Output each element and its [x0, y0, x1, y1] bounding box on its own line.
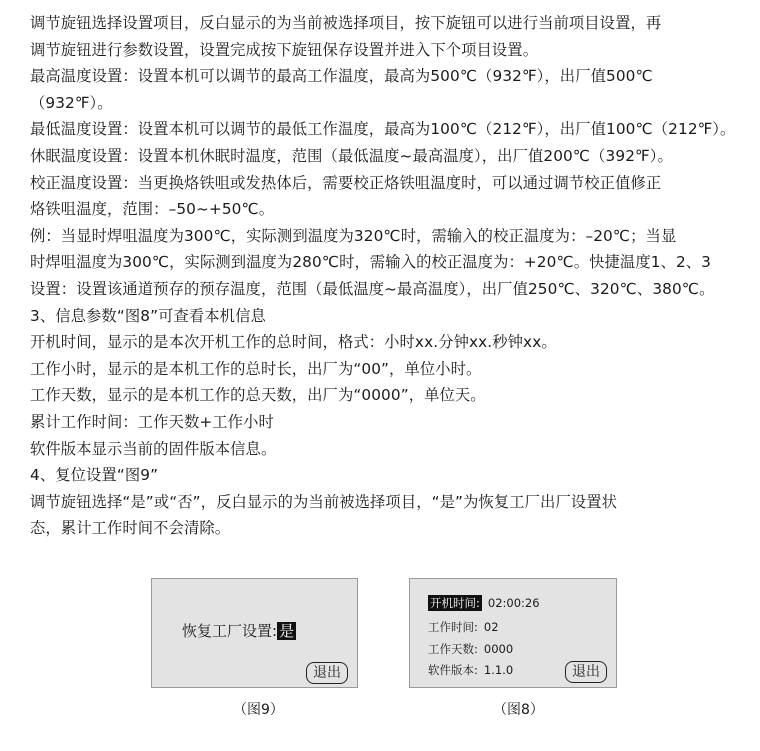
reset-screen-figure: [151, 578, 358, 688]
min-temp-setting-line: 最低温度设置：设置本机可以调节的最低工作温度，最高为100℃（212℉），出厂值100℃（212℉）。: [30, 120, 736, 139]
info-row-value: 02: [483, 620, 499, 634]
factory-reset-label-text: 恢复工厂设置:: [182, 622, 278, 640]
figure9-caption: （图9）: [233, 702, 284, 718]
info-row-label: 软件版本:: [428, 663, 478, 677]
info-row-work-days: [428, 641, 513, 657]
text-line: 态，累计工作时间不会清除。: [30, 519, 231, 538]
reset-selected-value[interactable]: 是: [279, 622, 295, 640]
info-row-value: 02:00:26: [487, 596, 540, 610]
section-heading-reset: 4、复位设置“图9”: [30, 466, 159, 485]
info-row-firmware-version: [428, 662, 513, 678]
text-line: 调节旋钮进行参数设置，设置完成按下旋钮保存设置并进入下个项目设置。: [30, 40, 539, 59]
info-row-label: 工作天数:: [428, 642, 478, 656]
text-line: 调节旋钮选择设置项目，反白显示的为当前被选择项目，按下旋钮可以进行当前项目设置，再: [30, 14, 662, 32]
factory-reset-label: [182, 621, 296, 641]
calibration-setting-line: 校正温度设置：当更换烙铁咀或发热体后，需要校正烙铁咀温度时，可以通过调节校正值修正: [30, 173, 662, 192]
figure8-caption: （图8）: [493, 702, 544, 718]
info-row-work-hours: [428, 619, 499, 635]
info-row-label: 开机时间:: [430, 596, 480, 610]
text-line: 设置：设置该通道预存的预存温度，范围（最低温度~最高温度），出厂值250℃、320℃、380℃。: [30, 279, 715, 298]
text-line: 工作天数，显示的是本机工作的总天数，出厂为“0000”，单位天。: [30, 386, 486, 405]
exit-button[interactable]: 退出: [565, 661, 607, 683]
exit-button[interactable]: 退出: [306, 662, 348, 684]
max-temp-setting-line: 最高温度设置：设置本机可以调节的最高工作温度，最高为500℃（932℉），出厂值500℃: [30, 67, 653, 86]
section-heading-info: 3、信息参数“图8”可查看本机信息: [30, 306, 266, 325]
text-line: 累计工作时间：工作天数+工作小时: [30, 412, 274, 431]
info-screen-figure: [409, 578, 617, 688]
text-line: 烙铁咀温度，范围：–50~+50℃。: [30, 200, 275, 219]
text-line: 软件版本显示当前的固件版本信息。: [30, 439, 277, 458]
text-line: 调节旋钮选择“是”或“否”，反白显示的为当前被选择项目，“是”为恢复工厂出厂设置状: [30, 492, 618, 511]
info-row-label: 工作时间:: [428, 620, 478, 634]
example-line: 例：当显时焊咀温度为300℃，实际测到温度为320℃时，需输入的校正温度为：–20℃；当显: [30, 226, 677, 245]
text-line: 工作小时，显示的是本机工作的总时长，出厂为“00”，单位小时。: [30, 359, 482, 378]
info-row-power-on-time: [428, 595, 540, 611]
info-row-value: 0000: [483, 642, 514, 656]
text-line: （932℉）。: [30, 93, 113, 112]
manual-text-block: [30, 10, 745, 542]
text-line: 开机时间，显示的是本次开机工作的总时间，格式：小时xx.分钟xx.秒钟xx。: [30, 333, 557, 352]
info-row-value: 1.1.0: [483, 663, 514, 677]
text-line: 时焊咀温度为300℃，实际测到温度为280℃时，需输入的校正温度为：+20℃。快捷温度1、2、3: [30, 253, 712, 272]
sleep-temp-setting-line: 休眠温度设置：设置本机休眠时温度，范围（最低温度~最高温度），出厂值200℃（392℉）。: [30, 146, 673, 165]
